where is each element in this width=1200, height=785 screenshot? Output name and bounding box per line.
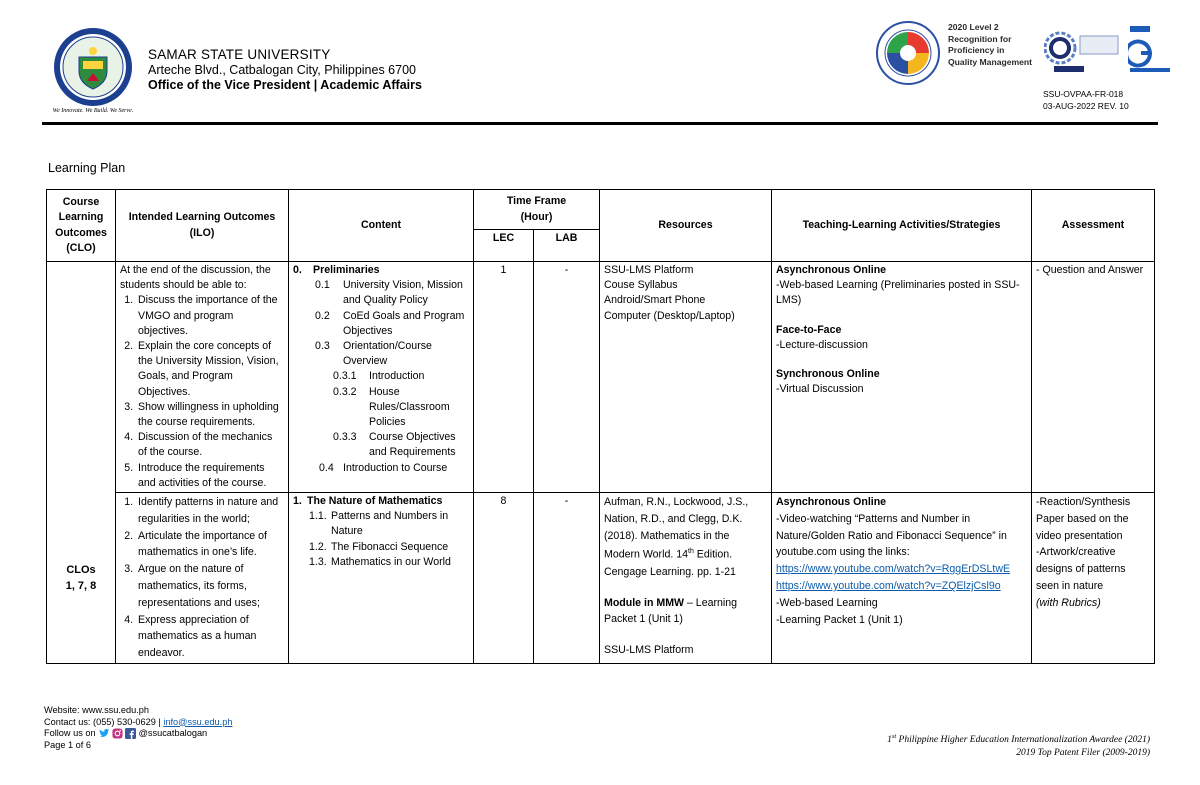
resource-item: SSU-LMS Platform bbox=[604, 264, 694, 276]
lab-hours: - bbox=[534, 262, 600, 493]
resources-cell bbox=[600, 493, 772, 664]
twitter-icon[interactable] bbox=[99, 728, 110, 739]
footer-awards bbox=[887, 731, 1150, 759]
header-ilo bbox=[116, 190, 289, 262]
content-subtopic-number: 0.3.3 bbox=[333, 431, 357, 444]
award-1-text: Philippine Higher Education Internationalization Awardee (2021) bbox=[896, 735, 1150, 746]
content-subtopic bbox=[315, 278, 469, 308]
footer-follow-text: Follow us on bbox=[44, 728, 96, 738]
header-clo-line: (CLO) bbox=[66, 241, 96, 254]
table-header-row bbox=[47, 190, 1155, 230]
assessment-cell bbox=[1032, 493, 1155, 664]
content-subtopic bbox=[333, 430, 469, 460]
youtube-link-1[interactable]: https://www.youtube.com/watch?v=RggErDSLtwE bbox=[776, 563, 1011, 576]
content-subtopic-number: 0.2 bbox=[315, 309, 330, 322]
tla-web-text: -Web-based Learning bbox=[776, 596, 878, 609]
university-address: Arteche Blvd., Catbalogan City, Philippines 6700 bbox=[148, 63, 416, 77]
resource-platform: SSU-LMS Platform bbox=[604, 644, 694, 657]
header-content: Content bbox=[289, 190, 474, 262]
content-subtopic-number: 1.1. bbox=[309, 510, 327, 523]
recognition-line-4: Quality Management bbox=[948, 56, 1033, 67]
recognition-line-2: Recognition for bbox=[948, 33, 1012, 44]
content-subtopic-text: The Fibonacci Sequence bbox=[331, 540, 449, 553]
form-code: SSU-OVPAA-FR-018 bbox=[1043, 89, 1124, 99]
spacer bbox=[604, 628, 767, 642]
content-subtopic-number: 0.3 bbox=[315, 340, 330, 353]
content-topic bbox=[293, 494, 469, 509]
footer-website: Website: www.ssu.edu.ph bbox=[44, 705, 150, 715]
tla-cell bbox=[772, 262, 1032, 493]
content-topic-number: 0. bbox=[293, 264, 302, 276]
university-name: SAMAR STATE UNIVERSITY bbox=[148, 47, 331, 62]
footer-contact-text: Contact us: (055) 530-0629 | bbox=[44, 716, 164, 727]
resource-module-rest: – Learning Packet 1 (Unit 1) bbox=[604, 596, 738, 626]
header-time-line: Time Frame bbox=[506, 195, 567, 208]
list-item: 4. Express appreciation of mathematics as a human endeavor. bbox=[136, 612, 284, 662]
spacer bbox=[776, 309, 1027, 323]
content-subtopic-text: Introduction to Course bbox=[343, 461, 448, 474]
content-topic-title: Preliminaries bbox=[313, 264, 380, 276]
socotec-certification-logo bbox=[1044, 24, 1124, 76]
header-assessment: Assessment bbox=[1032, 190, 1155, 262]
award-1 bbox=[887, 731, 1150, 747]
content-subtopic-text: Patterns and Numbers in Nature bbox=[331, 510, 449, 538]
content-subtopic bbox=[309, 555, 469, 570]
tla-packet-text: -Learning Packet 1 (Unit 1) bbox=[776, 613, 903, 626]
header-tla: Teaching-Learning Activities/Strategies bbox=[772, 190, 1032, 262]
content-subtopic-text: House Rules/Classroom Policies bbox=[369, 385, 450, 429]
content-subtopic bbox=[309, 509, 469, 539]
ilo-list bbox=[136, 293, 284, 491]
resource-module-title: Module in MMW bbox=[604, 596, 685, 609]
tla-async-heading: Asynchronous Online bbox=[776, 496, 887, 509]
form-revision: 03-AUG-2022 REV. 10 bbox=[1043, 101, 1129, 111]
header-divider bbox=[42, 122, 1158, 125]
tla-video-text: -Video-watching “Patterns and Number in Nature/Golden Ratio and Fibonacci Sequence” in youtube.com using the links: bbox=[776, 512, 1007, 559]
content-subtopic bbox=[315, 339, 469, 369]
header-clo-line: Learning bbox=[58, 211, 104, 224]
list-item: 4. Discussion of the mechanics of the course. bbox=[136, 430, 284, 460]
spacer bbox=[776, 353, 1027, 367]
recognition-text bbox=[948, 22, 1040, 68]
clo-label: CLOs bbox=[66, 564, 96, 577]
content-topic-number: 1. bbox=[293, 495, 302, 508]
content-subtopic-text: Orientation/Course Overview bbox=[343, 340, 432, 368]
footer-email-link[interactable]: info@ssu.edu.ph bbox=[163, 716, 233, 727]
list-item: 2. Articulate the importance of mathematics in one’s life. bbox=[136, 528, 284, 562]
content-subtopic-text: Introduction bbox=[369, 370, 425, 383]
facebook-icon[interactable] bbox=[125, 728, 136, 739]
award-1-number: 1 bbox=[887, 735, 892, 746]
footer-follow-handle[interactable]: @ssucatbalogan bbox=[138, 728, 208, 738]
list-item: 5. Introduce the requirements and activities of the course. bbox=[136, 461, 284, 491]
resource-reference bbox=[604, 494, 767, 581]
recognition-line-1: 2020 Level 2 bbox=[948, 22, 999, 32]
content-subtopic bbox=[333, 369, 469, 384]
assessment-cell: - Question and Answer bbox=[1032, 262, 1155, 493]
tla-sync-text: -Virtual Discussion bbox=[776, 383, 864, 396]
recognition-line-3: Proficiency in bbox=[948, 45, 1005, 55]
header-clo-line: Outcomes bbox=[55, 226, 107, 239]
header-resources: Resources bbox=[600, 190, 772, 262]
resource-reference-end: Edition. Cengage Learning. pp. 1-21 bbox=[604, 548, 736, 578]
resource-reference-text: Aufman, R.N., Lockwood, J.S., Nation, R.D., and Clegg, D.K. (2018). Mathematics in the Modern World. 14 bbox=[604, 496, 749, 561]
ias-anz-accreditation-logo bbox=[1128, 24, 1172, 76]
header-clo-line: Course bbox=[62, 196, 100, 209]
content-subtopic-number: 0.1 bbox=[315, 279, 330, 292]
list-item: 3. Show willingness in upholding the course requirements. bbox=[136, 400, 284, 430]
learning-plan-table bbox=[46, 189, 1155, 664]
social-icons bbox=[99, 728, 136, 739]
award-2: 2019 Top Patent Filer (2009-2019) bbox=[1016, 747, 1150, 758]
content-cell bbox=[289, 493, 474, 664]
tla-f2f-heading: Face-to-Face bbox=[776, 323, 842, 336]
content-cell bbox=[289, 262, 474, 493]
clo-cell bbox=[47, 262, 116, 664]
content-topic bbox=[293, 263, 469, 278]
ilo-list bbox=[136, 494, 284, 662]
resource-reference-sup: th bbox=[688, 548, 694, 556]
content-subtopic bbox=[309, 540, 469, 555]
resource-module bbox=[604, 595, 767, 629]
tla-cell bbox=[772, 493, 1032, 664]
resource-item: Computer (Desktop/Laptop) bbox=[604, 309, 735, 322]
tla-async-heading: Asynchronous Online bbox=[776, 264, 887, 276]
youtube-link-2[interactable]: https://www.youtube.com/watch?v=ZQElzjCsl9o bbox=[776, 580, 1001, 593]
header-ilo-line: (ILO) bbox=[189, 226, 215, 239]
content-subtopic bbox=[315, 309, 469, 339]
content-subtopic bbox=[333, 385, 469, 431]
content-subtopic-number: 1.3. bbox=[309, 555, 327, 568]
header-clo bbox=[47, 190, 116, 262]
content-subtopic-text: Mathematics in our World bbox=[331, 555, 451, 568]
footer-contact bbox=[44, 705, 232, 751]
resource-item: Android/Smart Phone bbox=[604, 294, 706, 307]
university-seal-logo bbox=[53, 27, 133, 107]
form-code-block bbox=[1043, 88, 1129, 112]
content-subtopic-number: 0.3.2 bbox=[333, 385, 357, 398]
instagram-icon[interactable] bbox=[112, 728, 123, 739]
university-info bbox=[148, 47, 422, 92]
table-row bbox=[47, 493, 1155, 664]
tla-sync-heading: Synchronous Online bbox=[776, 368, 880, 381]
content-subtopic-text: CoEd Goals and Program Objectives bbox=[343, 309, 465, 337]
ilo-cell bbox=[116, 493, 289, 664]
content-subtopic-number: 0.3.1 bbox=[333, 370, 357, 383]
header-lec: LEC bbox=[474, 230, 534, 262]
list-item: 1. Discuss the importance of the VMGO and program objectives. bbox=[136, 293, 284, 339]
spacer bbox=[604, 581, 767, 595]
office-name: Office of the Vice President | Academic Affairs bbox=[148, 78, 422, 92]
content-subtopic-number: 0.4 bbox=[319, 461, 334, 474]
resources-cell bbox=[600, 262, 772, 493]
lab-hours: - bbox=[534, 493, 600, 664]
content-subtopic-number: 1.2. bbox=[309, 540, 327, 553]
list-item: 1. Identify patterns in nature and regularities in the world; bbox=[136, 494, 284, 528]
header-time-line: (Hour) bbox=[520, 210, 553, 223]
award-1-sup: st bbox=[891, 733, 897, 740]
content-subtopic bbox=[319, 461, 469, 476]
content-topic-title: The Nature of Mathematics bbox=[307, 495, 443, 508]
clo-numbers: 1, 7, 8 bbox=[65, 579, 97, 592]
ilo-cell bbox=[116, 262, 289, 493]
resource-item: Couse Syllabus bbox=[604, 279, 678, 292]
list-item: 2. Explain the core concepts of the University Mission, Vision, Goals, and Program Objectives. bbox=[136, 339, 284, 400]
page-number: Page 1 of 6 bbox=[44, 739, 91, 750]
footer-contact-row bbox=[44, 717, 232, 729]
header-lab: LAB bbox=[534, 230, 600, 262]
header-ilo-line: Intended Learning Outcomes bbox=[128, 211, 276, 224]
tla-async-text: -Web-based Learning (Preliminaries posted in SSU-LMS) bbox=[776, 279, 1020, 307]
document-title: Learning Plan bbox=[48, 161, 126, 175]
lec-hours: 1 bbox=[474, 262, 534, 493]
ilo-intro: At the end of the discussion, the students should be able to: bbox=[120, 264, 271, 292]
assessment-rubrics: (with Rubrics) bbox=[1036, 596, 1101, 609]
footer-follow-row bbox=[44, 728, 232, 740]
seal-motto: We Innovate. We Build. We Serve. bbox=[52, 108, 134, 114]
assessment-item: -Artwork/creative designs of patterns seen in nature bbox=[1036, 546, 1126, 593]
tla-f2f-text: -Lecture-discussion bbox=[776, 338, 868, 351]
list-item: 3. Argue on the nature of mathematics, its forms, representations and uses; bbox=[136, 561, 284, 611]
lec-hours: 8 bbox=[474, 493, 534, 664]
quality-award-logo bbox=[875, 20, 941, 86]
content-subtopic-text: University Vision, Mission and Quality Policy bbox=[343, 279, 463, 307]
assessment-item: -Reaction/Synthesis Paper based on the video presentation bbox=[1036, 496, 1131, 542]
header-time-frame bbox=[474, 190, 600, 230]
table-row bbox=[47, 262, 1155, 493]
content-subtopic-text: Course Objectives and Requirements bbox=[369, 431, 456, 459]
